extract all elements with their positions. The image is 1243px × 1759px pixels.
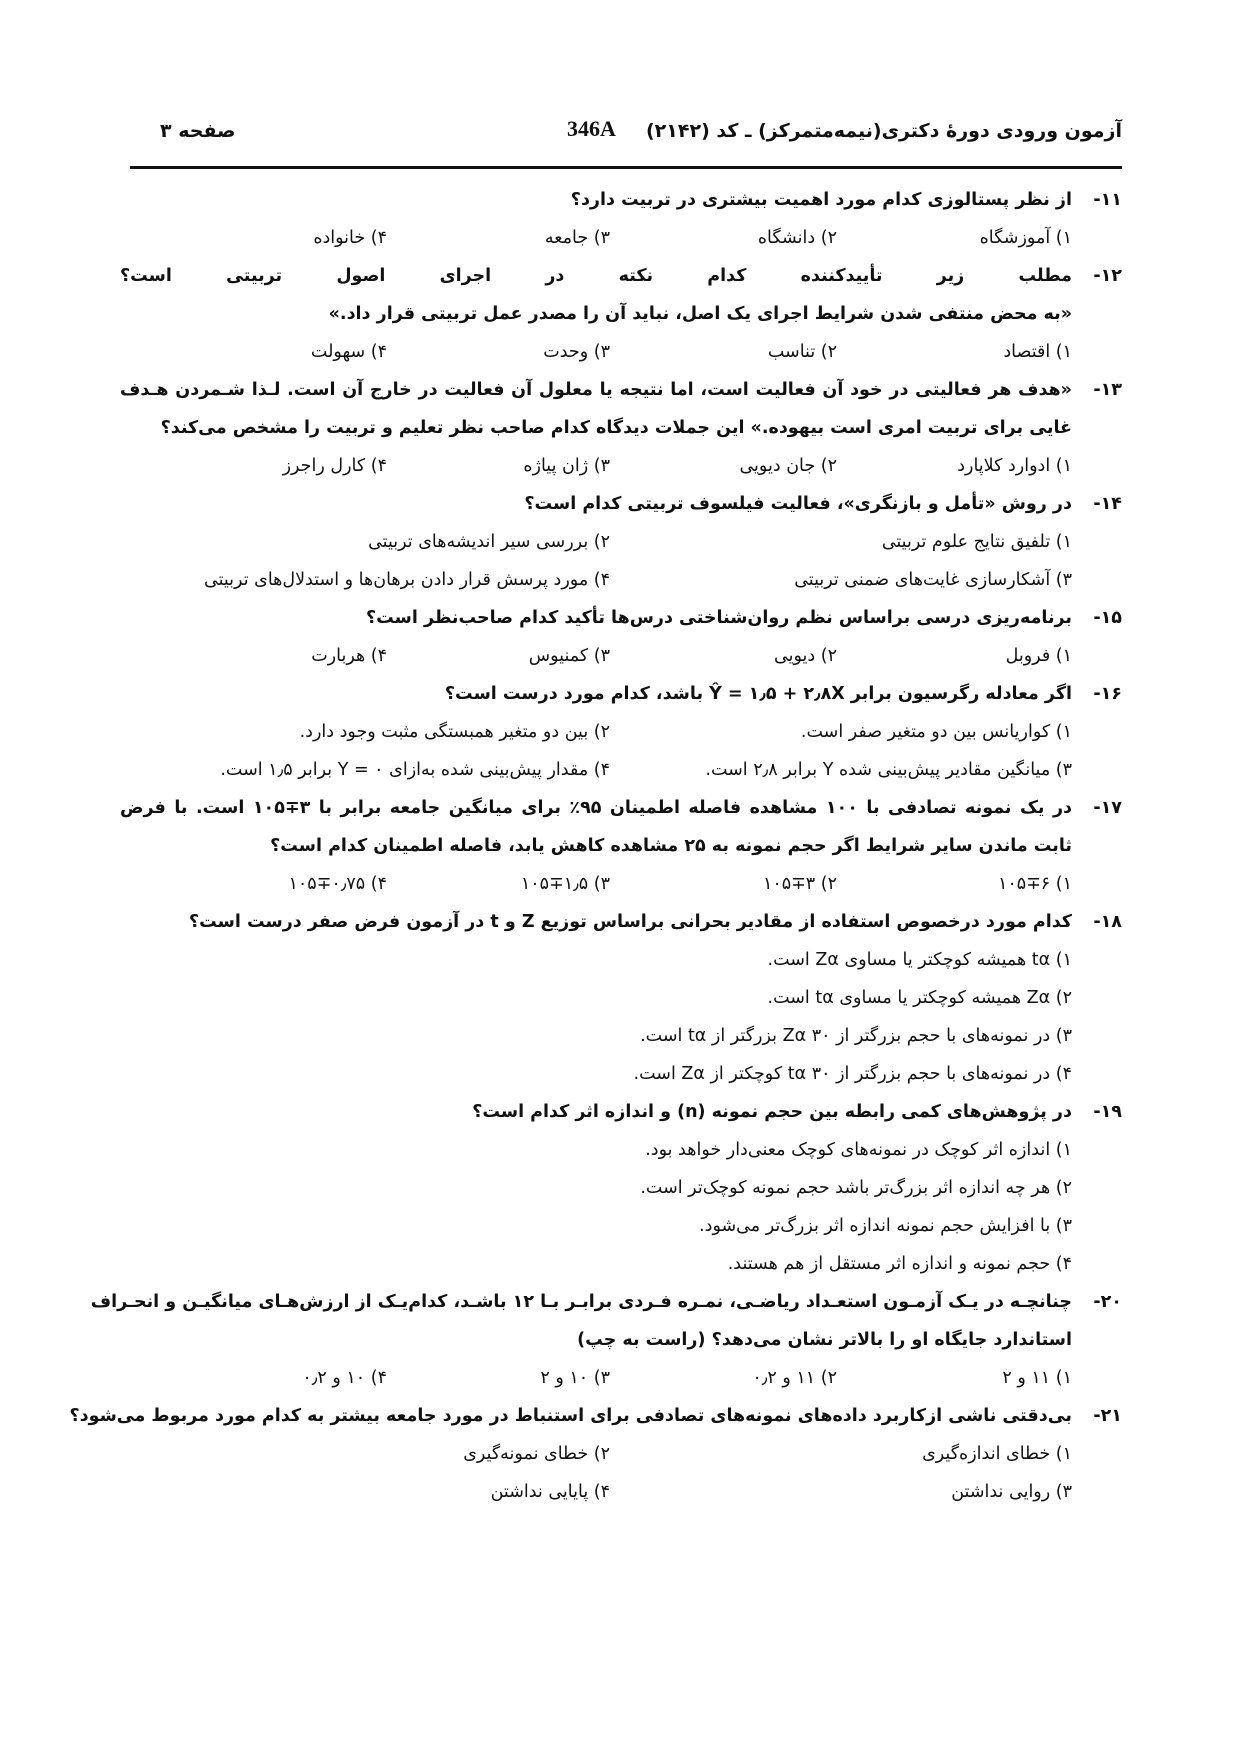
question-stem: غایی برای تربیت امری است بیهوده.» این جملات دیدگاه کدام صاحب نظر تعلیم و تربیت را مشخص می‌کند؟ [160, 418, 1072, 438]
options-row [120, 946, 1122, 984]
option-4: ۴) هربارت [311, 646, 387, 666]
question-block [120, 186, 1122, 262]
option-3: ۳) در نمونه‌های با حجم بزرگتر از ۳۰ Zα بزرگتر از tα است. [640, 1026, 1072, 1046]
question-stem-line [120, 604, 1122, 642]
question-block [69, 1402, 1122, 1516]
option-2: ۲) Zα همیشه کوچکتر یا مساوی tα است. [767, 988, 1072, 1008]
question-stem-line [120, 908, 1122, 946]
question-number: ۱۲- [1093, 266, 1122, 286]
options-row [120, 1212, 1122, 1250]
option-3: ۳) وحدت [543, 342, 610, 362]
question-stem: «هدف هر فعالیتی در خود آن فعالیت است، اما نتیجه یا معلول آن فعالیت در خارج آن است. لـذا شـمردن هـدف [120, 380, 1072, 400]
header-divider [130, 166, 1122, 169]
option-3: ۳) ۱۰ و ۲ [540, 1368, 610, 1388]
question-stem: بی‌دقتی ناشی ازکاربرد داده‌های نمونه‌های تصادفی برای استنباط در مورد جامعه بیشتر به کدام مورد مربوط می‌شود؟ [69, 1406, 1072, 1426]
option-4: ۴) مقدار پیش‌بینی شده به‌ازای Y = ۰ برابر ۱٫۵ است. [220, 760, 610, 780]
option-1: ۱) کواریانس بین دو متغیر صفر است. [800, 722, 1072, 742]
option-3: ۳) آشکارسازی غایت‌های ضمنی تربیتی [794, 570, 1072, 590]
question-block [120, 794, 1122, 908]
questions-list [69, 186, 1122, 1516]
question-block [120, 490, 1122, 604]
options-row [120, 338, 1122, 376]
option-1: ۱) ۱۱ و ۲ [1002, 1368, 1072, 1388]
question-stem-line [120, 376, 1122, 414]
option-2: ۲) بین دو متغیر همبستگی مثبت وجود دارد. [299, 722, 610, 742]
options-row [120, 718, 1122, 756]
question-number: ۱۴- [1093, 494, 1122, 514]
options-row [120, 1250, 1122, 1288]
question-stem-line [120, 186, 1122, 224]
question-stem-line [120, 414, 1122, 452]
question-stem: مطلب زیر تأییدکننده کدام نکته در اجرای اصول تربیتی است؟ [120, 266, 1072, 286]
question-stem-line [120, 300, 1122, 338]
option-1: ۱) فروبل [1005, 646, 1072, 666]
option-2: ۲) هر چه اندازه اثر بزرگ‌تر باشد حجم نمونه کوچک‌تر است. [640, 1178, 1072, 1198]
option-2: ۲) جان دیویی [739, 456, 837, 476]
question-block [120, 604, 1122, 680]
question-block [120, 376, 1122, 490]
option-2: ۲) بررسی سیر اندیشه‌های تربیتی [368, 532, 610, 552]
question-stem: کدام مورد درخصوص استفاده از مقادیر بحرانی براساس توزیع Z و t در آزمون فرض صفر درست است؟ [189, 912, 1072, 932]
options-row [120, 452, 1122, 490]
option-3: ۳) روایی نداشتن [951, 1482, 1072, 1502]
option-1: ۱) ادوارد کلاپارد [957, 456, 1072, 476]
question-stem: چنانچـه در یـک آزمـون استعـداد ریاضـی، نمـره فـردی برابـر بـا ۱۲ باشـد، کدام‌یـک از ارزش‌هـای میانگیـن و انحـراف [90, 1292, 1072, 1312]
option-1: ۱) اقتصاد [1003, 342, 1072, 362]
question-stem: «به محض منتفی شدن شرایط اجرای یک اصل، نباید آن را مصدر عمل تربیتی قرار داد.» [328, 304, 1072, 324]
option-2: ۲) ۱۰۵∓۳ [762, 874, 837, 894]
question-block [120, 262, 1122, 376]
question-stem-line [120, 490, 1122, 528]
question-block [120, 680, 1122, 794]
question-stem-line [69, 1402, 1122, 1440]
options-row [120, 1478, 1122, 1516]
options-row [120, 528, 1122, 566]
option-3: ۳) با افزایش حجم نمونه اندازه اثر بزرگ‌تر می‌شود. [699, 1216, 1072, 1236]
options-row [120, 870, 1122, 908]
options-row [120, 566, 1122, 604]
question-stem: اگر معادله رگرسیون برابر Ŷ = ۱٫۵ + ۲٫۸X باشد، کدام مورد درست است؟ [444, 684, 1072, 704]
question-stem-line [120, 680, 1122, 718]
question-number: ۲۰- [1093, 1292, 1122, 1312]
option-2: ۲) دانشگاه [757, 228, 837, 248]
question-stem-line [120, 1326, 1122, 1364]
options-row [120, 1440, 1122, 1478]
option-4: ۴) پایایی نداشتن [490, 1482, 610, 1502]
option-3: ۳) ژان پیاژه [523, 456, 610, 476]
option-4: ۴) سهولت [310, 342, 387, 362]
options-row [120, 1364, 1122, 1402]
options-row [120, 984, 1122, 1022]
option-1: ۱) آموزشگاه [979, 228, 1072, 248]
option-2: ۲) خطای نمونه‌گیری [463, 1444, 610, 1464]
option-2: ۲) ۱۱ و ۰٫۲ [752, 1368, 837, 1388]
option-3: ۳) ۱۰۵∓۱٫۵ [520, 874, 610, 894]
option-3: ۳) جامعه [544, 228, 610, 248]
options-row [120, 224, 1122, 262]
option-1: ۱) خطای اندازه‌گیری [922, 1444, 1072, 1464]
option-2: ۲) دیویی [774, 646, 837, 666]
question-block [120, 1098, 1122, 1288]
option-4: ۴) در نمونه‌های با حجم بزرگتر از ۳۰ tα کوچکتر از Zα است. [633, 1064, 1072, 1084]
booklet-code: 346A [567, 116, 616, 141]
question-stem: استاندارد جایگاه او را بالاتر نشان می‌دهد؟ (راست به چپ) [577, 1330, 1072, 1350]
question-stem: در روش «تأمل و بازنگری»، فعالیت فیلسوف تربیتی کدام است؟ [524, 494, 1072, 514]
question-number: ۱۹- [1093, 1102, 1122, 1122]
question-stem: ثابت ماندن سایر شرایط اگر حجم نمونه به ۲۵ مشاهده کاهش یابد، فاصله اطمینان کدام است؟ [270, 836, 1072, 856]
option-1: ۱) ۱۰۵∓۶ [997, 874, 1072, 894]
question-stem-line [120, 832, 1122, 870]
question-number: ۱۳- [1093, 380, 1122, 400]
option-4: ۴) کارل راجرز [282, 456, 387, 476]
option-4: ۴) خانواده [313, 228, 387, 248]
question-number: ۱۱- [1093, 190, 1122, 210]
option-4: ۴) حجم نمونه و اندازه اثر مستقل از هم هستند. [727, 1254, 1072, 1274]
option-4: ۴) ۱۰۵∓۰٫۷۵ [288, 874, 387, 894]
options-row [120, 642, 1122, 680]
option-4: ۴) مورد پرسش قرار دادن برهان‌ها و استدلال‌های تربیتی [204, 570, 610, 590]
question-stem: برنامه‌ریزی درسی براساس نظم روان‌شناختی درس‌ها تأکید کدام صاحب‌نظر است؟ [365, 608, 1072, 628]
option-3: ۳) کمنیوس [528, 646, 610, 666]
option-1: ۱) تلفیق نتایج علوم تربیتی [881, 532, 1072, 552]
exam-title: آزمون ورودی دورهٔ دکتری(نیمه‌متمرکز) ـ کد (۲۱۴۲) [645, 120, 1122, 142]
question-number: ۱۵- [1093, 608, 1122, 628]
options-row [120, 1060, 1122, 1098]
options-row [120, 1136, 1122, 1174]
options-row [120, 756, 1122, 794]
question-stem-line [120, 1098, 1122, 1136]
question-stem: در پژوهش‌های کمی رابطه بین حجم نمونه (n) و اندازه اثر کدام است؟ [472, 1102, 1072, 1122]
question-stem-line [120, 262, 1122, 300]
options-row [120, 1022, 1122, 1060]
options-row [120, 1174, 1122, 1212]
question-number: ۲۱- [1093, 1406, 1122, 1426]
question-block [120, 908, 1122, 1098]
question-stem: در یک نمونه تصادفی با ۱۰۰ مشاهده فاصله اطمینان ۹۵٪ برای میانگین جامعه برابر با ۳∓۱۰۵ است. با فرض [120, 798, 1072, 818]
option-4: ۴) ۱۰ و ۰٫۲ [302, 1368, 387, 1388]
option-1: ۱) اندازه اثر کوچک در نمونه‌های کوچک معنی‌دار خواهد بود. [645, 1140, 1072, 1160]
page-number: صفحه ۳ [160, 120, 236, 142]
question-number: ۱۷- [1093, 798, 1122, 818]
question-stem-line [90, 1288, 1122, 1326]
question-stem: از نظر پستالوزی کدام مورد اهمیت بیشتری در تربیت دارد؟ [570, 190, 1072, 210]
option-1: ۱) tα همیشه کوچکتر یا مساوی Zα است. [767, 950, 1072, 970]
page-header [130, 112, 1122, 148]
question-stem-line [120, 794, 1122, 832]
question-number: ۱۶- [1093, 684, 1122, 704]
option-2: ۲) تناسب [767, 342, 837, 362]
question-block [90, 1288, 1122, 1402]
question-number: ۱۸- [1093, 912, 1122, 932]
option-3: ۳) میانگین مقادیر پیش‌بینی شده Y برابر ۲٫۸ است. [705, 760, 1072, 780]
